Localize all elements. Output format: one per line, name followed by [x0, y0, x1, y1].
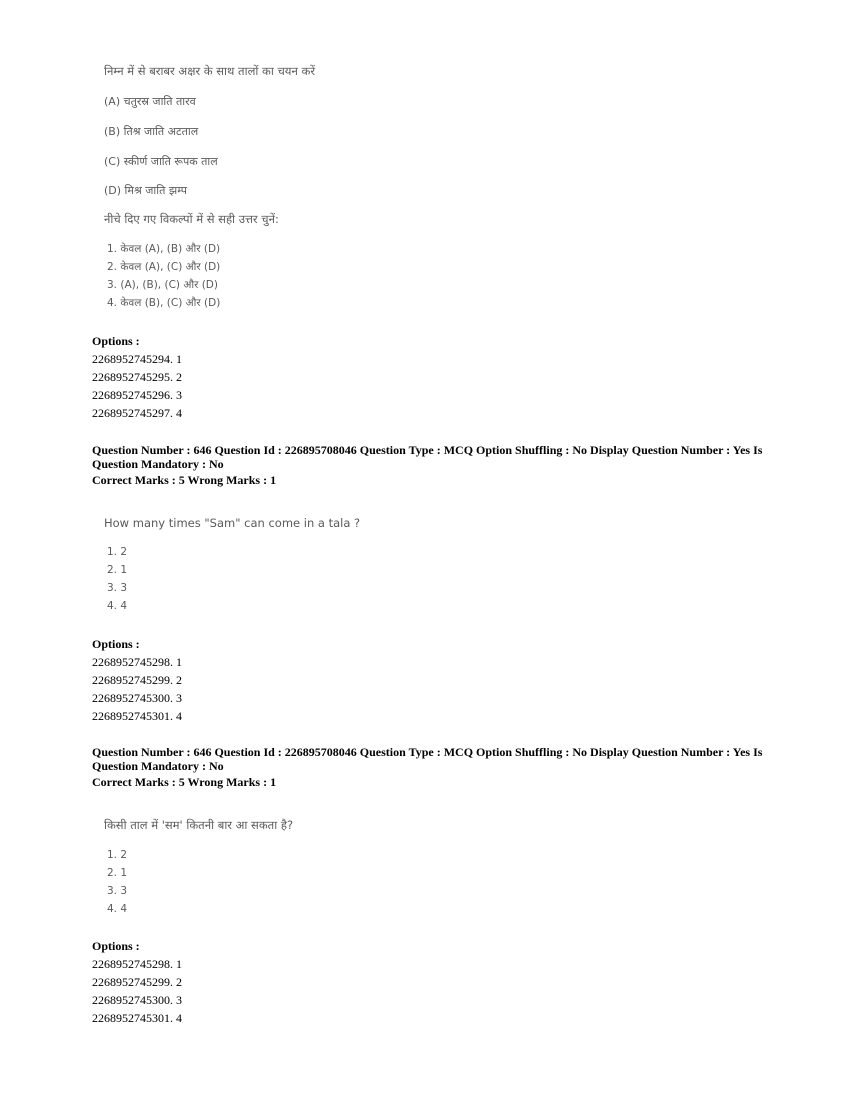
statement-d: (D) मिश्र जाति झम्प: [104, 184, 187, 197]
option-id-row: 2268952745301. 4: [92, 1011, 182, 1025]
option-id-row: 2268952745295. 2: [92, 370, 182, 384]
option-id-row: 2268952745298. 1: [92, 655, 182, 669]
choice-3: 3. (A), (B), (C) और (D): [107, 279, 218, 291]
statement-b: (B) तिश्र जाति अटताल: [104, 125, 199, 138]
options-label: Options :: [92, 939, 140, 953]
option-id-row: 2268952745296. 3: [92, 388, 182, 402]
choice-3: 3. 3: [107, 885, 128, 897]
option-id-row: 2268952745298. 1: [92, 957, 182, 971]
options-label: Options :: [92, 334, 140, 348]
option-id-row: 2268952745294. 1: [92, 352, 182, 366]
question-meta: Question Number : 646 Question Id : 226895708046 Question Type : MCQ Option Shuffling : No Display Question Number : Yes Is Question Mandatory : No: [92, 443, 763, 471]
statement-a: (A) चतुरस्र जाति तारव: [104, 95, 196, 108]
choice-1: 1. 2: [107, 849, 128, 861]
choice-1: 1. 2: [107, 546, 128, 558]
choice-4: 4. 4: [107, 903, 128, 915]
choice-2: 2. 1: [107, 867, 128, 879]
choice-4: 4. केवल (B), (C) और (D): [107, 297, 221, 309]
option-id-row: 2268952745299. 2: [92, 673, 182, 687]
option-id-row: 2268952745297. 4: [92, 406, 182, 420]
question-text: निम्न में से बराबर अक्षर के साथ तालों का चयन करें: [104, 64, 316, 78]
choice-1: 1. केवल (A), (B) और (D): [107, 243, 221, 255]
option-id-row: 2268952745300. 3: [92, 993, 182, 1007]
question-text: किसी ताल में 'सम' कितनी बार आ सकता है?: [104, 818, 294, 832]
question-text: How many times "Sam" can come in a tala ?: [104, 516, 361, 530]
choice-4: 4. 4: [107, 600, 128, 612]
option-id-row: 2268952745301. 4: [92, 709, 182, 723]
options-label: Options :: [92, 637, 140, 651]
choice-3: 3. 3: [107, 582, 128, 594]
option-id-row: 2268952745300. 3: [92, 691, 182, 705]
choice-2: 2. केवल (A), (C) और (D): [107, 261, 221, 273]
question-meta: Question Number : 646 Question Id : 226895708046 Question Type : MCQ Option Shuffling : No Display Question Number : Yes Is Question Mandatory : No: [92, 745, 763, 773]
statement-c: (C) स्कीर्ण जाति रूपक ताल: [104, 155, 218, 168]
marks-meta: Correct Marks : 5 Wrong Marks : 1: [92, 775, 277, 789]
choice-2: 2. 1: [107, 564, 128, 576]
marks-meta: Correct Marks : 5 Wrong Marks : 1: [92, 473, 277, 487]
option-id-row: 2268952745299. 2: [92, 975, 182, 989]
instruction-text: नीचे दिए गए विकल्पों में से सही उत्तर चुनें:: [104, 212, 279, 226]
